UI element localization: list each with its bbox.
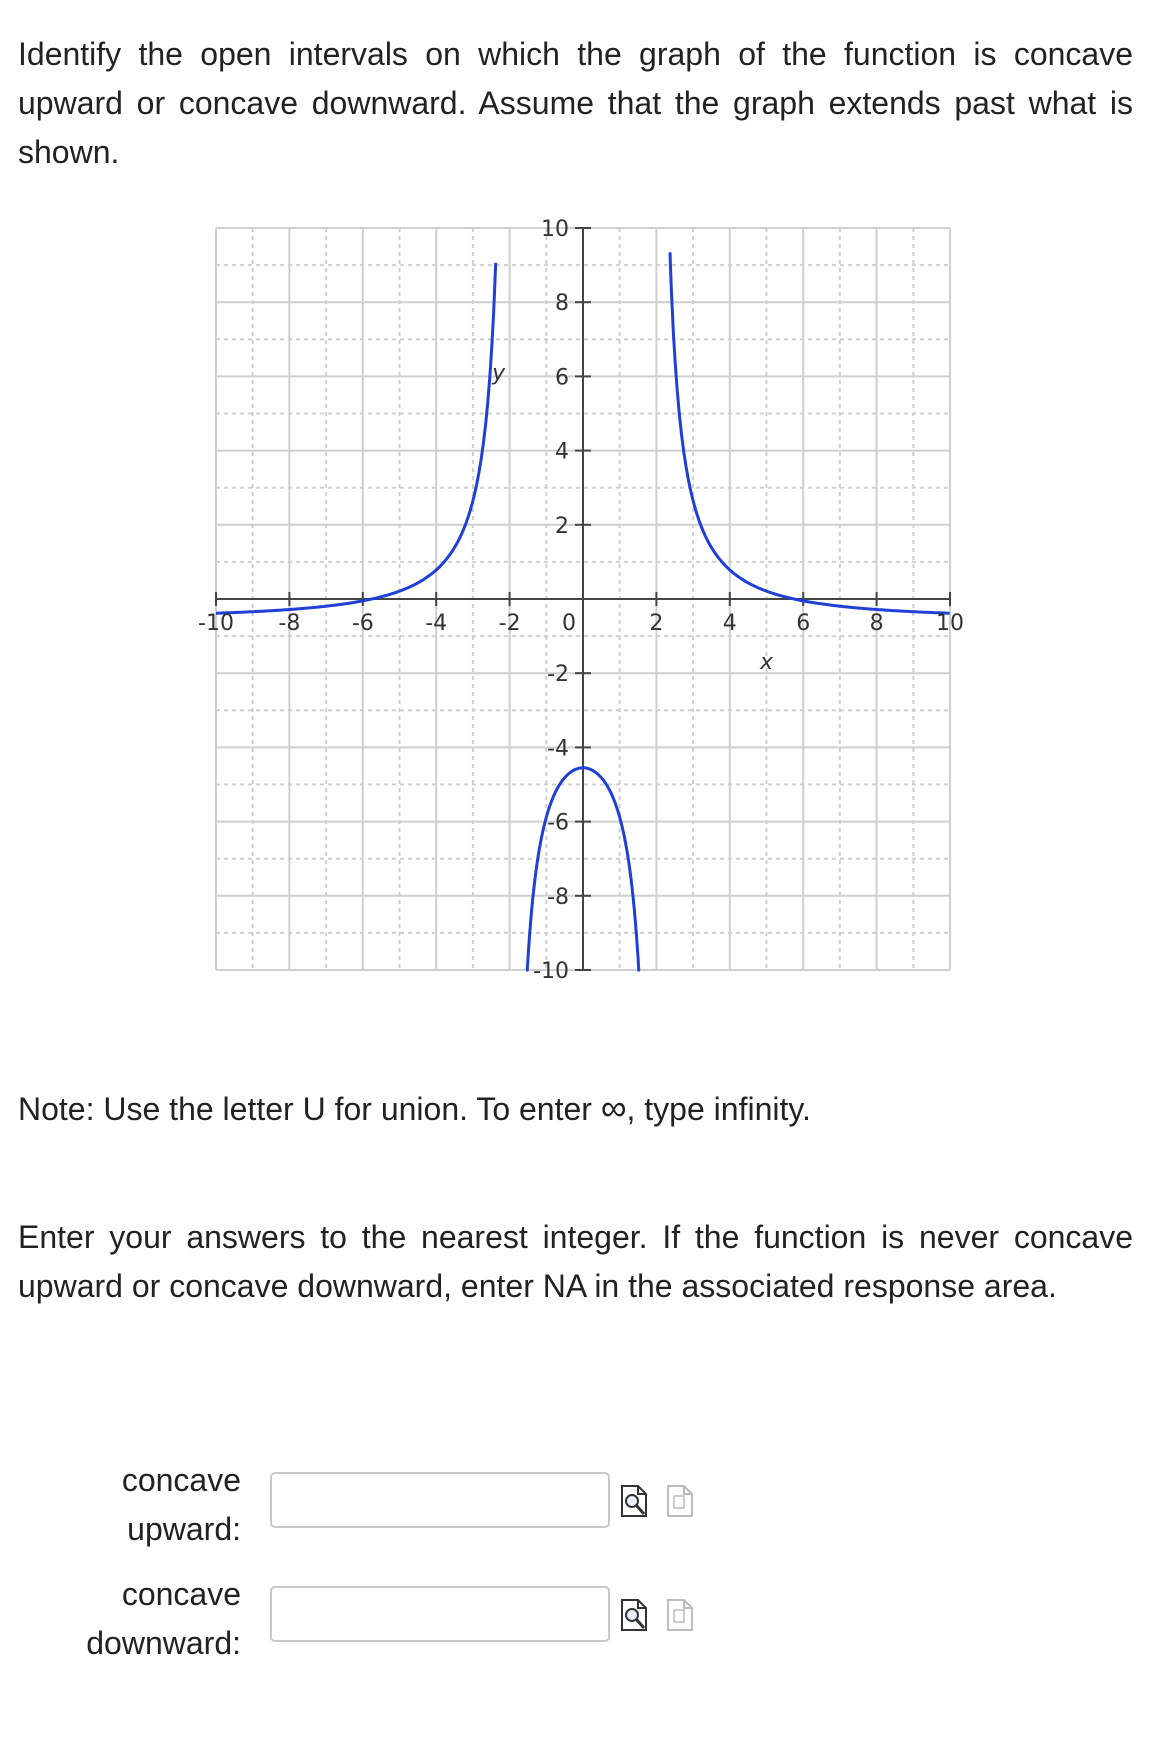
y-tick-label: 8	[555, 291, 569, 317]
preview-icon[interactable]	[620, 1484, 648, 1518]
infinity-symbol: ∞	[600, 1087, 627, 1128]
concave-upward-row	[0, 1456, 760, 1566]
y-tick-label: 2	[555, 513, 569, 539]
x-tick-label: 4	[722, 611, 737, 636]
y-tick-label: 6	[555, 365, 569, 391]
y-tick-label: -2	[547, 662, 569, 688]
x-tick-label: 10	[936, 611, 964, 636]
y-tick-label: 10	[541, 217, 569, 242]
concave-upward-input[interactable]	[270, 1472, 610, 1528]
equation-palette-icon[interactable]	[666, 1484, 694, 1518]
x-tick-label: -10	[198, 611, 234, 636]
x-tick-label: -4	[425, 611, 448, 636]
x-axis-label: x	[759, 650, 774, 675]
note-prefix: Note: Use the letter U for union. To enter	[18, 1091, 601, 1127]
note-suffix: , type infinity.	[626, 1091, 811, 1127]
y-tick-label: 4	[555, 439, 569, 465]
x-tick-label: -2	[498, 611, 521, 636]
concave-upward-label: concave upward:	[121, 1462, 241, 1547]
graph-labels	[198, 217, 964, 984]
concave-downward-input[interactable]	[270, 1586, 610, 1642]
concave-downward-label: concave downward:	[86, 1576, 241, 1661]
x-tick-label: 0	[562, 611, 576, 636]
equation-palette-icon[interactable]	[666, 1598, 694, 1632]
x-tick-label: -8	[278, 611, 301, 636]
instructions-text: Enter your answers to the nearest integer. If the function is never concave upward or concave downward, enter NA in the associated response area.	[18, 1219, 1133, 1304]
curve-left-branch	[216, 263, 496, 613]
concave-downward-row	[0, 1570, 760, 1680]
graph-axes	[216, 228, 950, 970]
note-text	[18, 1088, 811, 1129]
x-tick-label: 6	[796, 611, 811, 636]
x-tick-label: 8	[869, 611, 884, 636]
preview-icon[interactable]	[620, 1598, 648, 1632]
y-tick-label: -6	[547, 810, 569, 836]
y-axis-label: y	[492, 361, 506, 387]
question-text: Identify the open intervals on which the graph of the function is concave upward or concave downward. Assume that the graph extends past what is shown.	[18, 36, 1133, 170]
function-graph	[0, 200, 1152, 990]
y-tick-label: -4	[547, 736, 569, 762]
x-tick-label: -6	[351, 611, 374, 636]
x-tick-label: 2	[649, 611, 664, 636]
y-tick-label: -10	[533, 959, 569, 984]
curve-right-branch	[670, 252, 950, 613]
y-tick-label: -8	[547, 884, 569, 910]
